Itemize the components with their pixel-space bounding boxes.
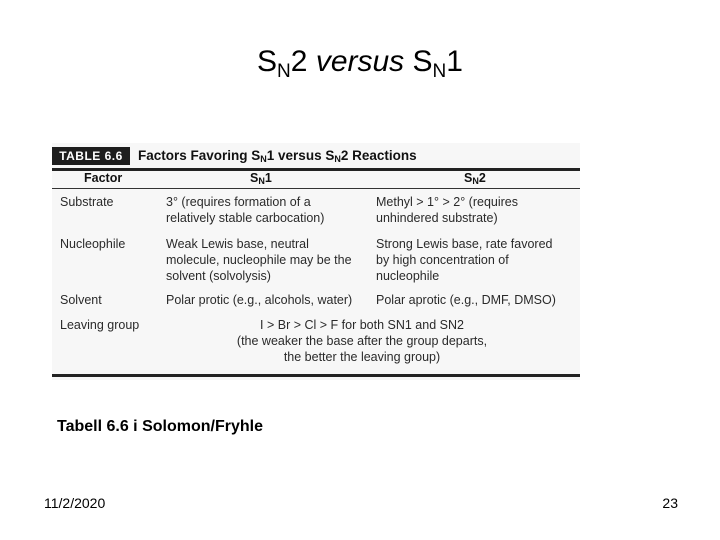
title-versus: versus bbox=[315, 45, 405, 78]
row-nucleophile-sn2-line1: Strong Lewis base, rate favored bbox=[376, 237, 553, 251]
title-s1: S bbox=[257, 45, 278, 78]
row-leaving-group-both bbox=[192, 317, 532, 365]
table-title-part1: Factors Favoring S bbox=[138, 148, 261, 163]
row-solvent-sn1: Polar protic (e.g., alcohols, water) bbox=[166, 293, 353, 307]
header-sn2 bbox=[464, 171, 486, 186]
header-rule bbox=[52, 188, 580, 189]
page-number: 23 bbox=[662, 495, 678, 511]
title-sub1: N bbox=[277, 61, 291, 82]
row-leaving-group-line2: (the weaker the base after the group departs, bbox=[236, 334, 488, 348]
header-sn1-num: 1 bbox=[264, 171, 272, 185]
table-number-label: TABLE 6.6 bbox=[52, 147, 130, 165]
row-substrate-sn1-line1: 3° (requires formation of a bbox=[166, 195, 311, 209]
row-leaving-group-line3: the better the leaving group) bbox=[283, 350, 441, 364]
table-scan-image bbox=[52, 143, 580, 380]
table-caption-row bbox=[52, 147, 580, 165]
row-leaving-group-line1: I > Br > Cl > F for both SN1 and SN2 bbox=[260, 318, 464, 332]
row-nucleophile-sn1-line2: molecule, nucleophile may be the bbox=[166, 253, 352, 267]
header-sn2-sub: N bbox=[472, 176, 479, 186]
title-num1: 2 bbox=[290, 45, 308, 78]
row-nucleophile-sn1 bbox=[166, 236, 352, 284]
row-nucleophile-sn2 bbox=[376, 236, 553, 284]
row-substrate-factor: Substrate bbox=[60, 195, 114, 209]
row-nucleophile-sn1-line3: solvent (solvolysis) bbox=[166, 269, 271, 283]
header-sn2-s: S bbox=[464, 171, 473, 185]
header-sn2-num: 2 bbox=[478, 171, 486, 185]
table-title-part2: 1 versus S bbox=[266, 148, 335, 163]
header-sn1-s: S bbox=[250, 171, 259, 185]
title-sub2: N bbox=[432, 61, 447, 82]
row-solvent-sn2: Polar aprotic (e.g., DMF, DMSO) bbox=[376, 293, 556, 307]
row-substrate-sn2-line1: Methyl > 1° > 2° (requires bbox=[376, 195, 519, 209]
row-leaving-group-factor: Leaving group bbox=[60, 318, 140, 332]
table-title-sub1: N bbox=[260, 154, 267, 164]
table-title-part3: 2 Reactions bbox=[340, 148, 417, 163]
row-nucleophile-sn2-line3: nucleophile bbox=[376, 269, 440, 283]
top-rule bbox=[52, 168, 580, 171]
row-solvent-factor: Solvent bbox=[60, 293, 102, 307]
row-nucleophile-sn2-line2: by high concentration of bbox=[376, 253, 509, 267]
row-nucleophile-sn1-line1: Weak Lewis base, neutral bbox=[166, 237, 309, 251]
slide-date: 11/2/2020 bbox=[44, 495, 106, 511]
title-num2: 1 bbox=[446, 45, 463, 78]
bottom-rule bbox=[52, 374, 580, 377]
table-title-sub2: N bbox=[334, 154, 341, 164]
row-substrate-sn1-line2: relatively stable carbocation) bbox=[166, 211, 325, 225]
row-nucleophile-factor: Nucleophile bbox=[60, 237, 126, 251]
table-title bbox=[138, 147, 417, 168]
row-substrate-sn1 bbox=[166, 194, 324, 226]
title-s2: S bbox=[412, 45, 433, 78]
header-sn1-sub: N bbox=[258, 176, 265, 186]
source-caption: Tabell 6.6 i Solomon/Fryhle bbox=[57, 418, 263, 435]
row-substrate-sn2-line2: unhindered substrate) bbox=[376, 211, 498, 225]
header-sn1 bbox=[250, 171, 272, 186]
slide-title bbox=[0, 42, 720, 92]
row-substrate-sn2 bbox=[376, 194, 518, 226]
header-factor: Factor bbox=[84, 171, 123, 185]
